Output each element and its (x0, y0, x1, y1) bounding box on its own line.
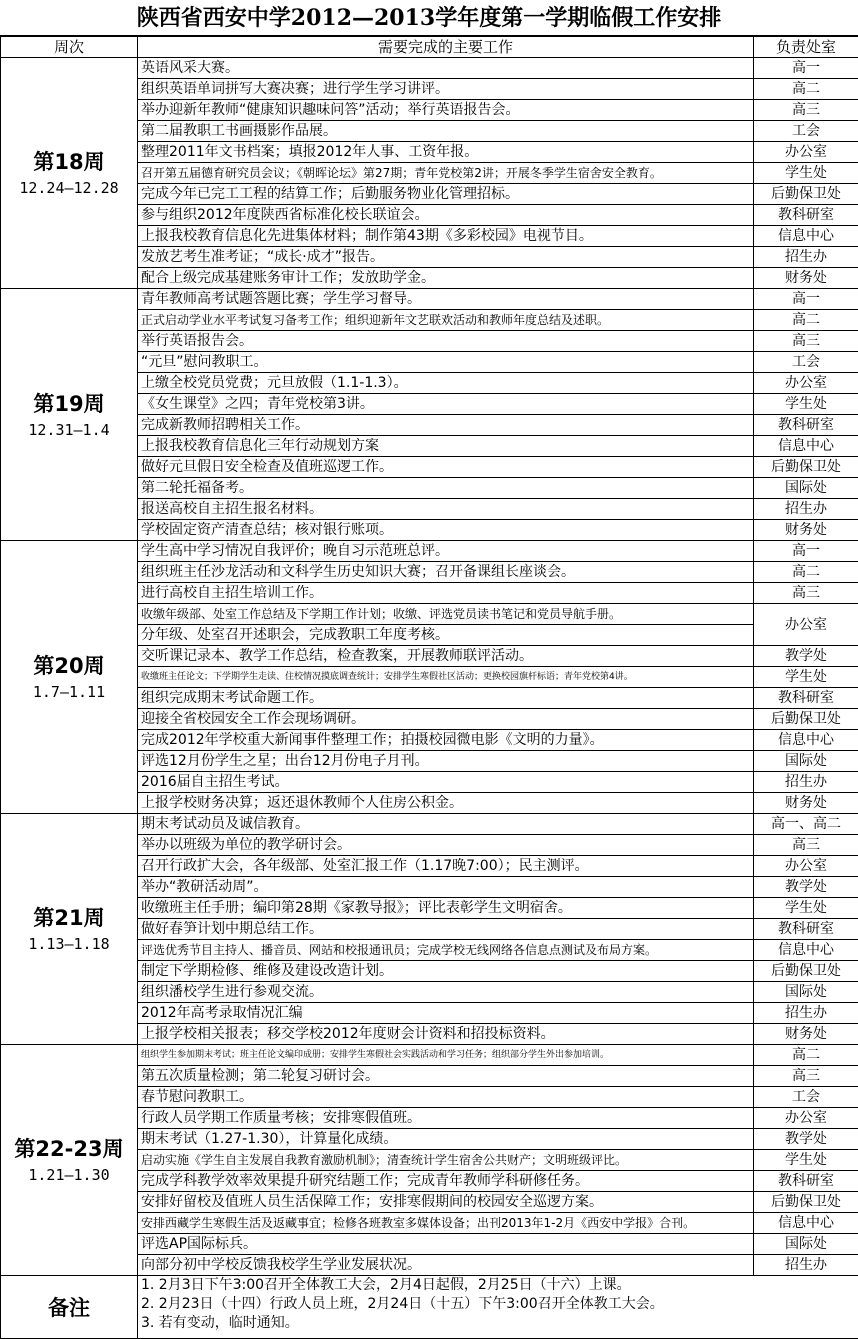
task-cell: 召开行政扩大会，各年级部、处室汇报工作（1.17晚7:00）；民主测评。 (138, 856, 754, 877)
dept-cell: 高一 (754, 58, 858, 79)
task-cell: 整理2011年文书档案；填报2012年人事、工资年报。 (138, 142, 754, 163)
week-dates: 1.21—1.30 (1, 1164, 137, 1186)
task-cell: 青年教师高考试题答题比赛；学生学习督导。 (138, 289, 754, 310)
week-name: 第20周 (1, 651, 137, 681)
task-cell: 正式启动学业水平考试复习备考工作；组织迎新年文艺联欢活动和教师年度总结及述职。 (138, 310, 754, 331)
note-line: 1. 2月3日下午3:00召开全体教工大会，2月4日起假，2月25日（十六）上课。 (138, 1276, 858, 1295)
dept-cell: 教科研室 (754, 415, 858, 436)
week-dates: 1.13—1.18 (1, 933, 137, 955)
notes-content (138, 1276, 858, 1339)
week-dates: 12.31—1.4 (1, 419, 137, 441)
task-cell: 学生高中学习情况自我评价；晚自习示范班总评。 (138, 541, 754, 562)
task-cell: 期末考试（1.27-1.30），计算量化成绩。 (138, 1129, 754, 1150)
dept-cell: 国际处 (754, 478, 858, 499)
task-cell: 配合上级完成基建账务审计工作；发放助学金。 (138, 268, 754, 289)
task-cell: 安排西藏学生寒假生活及返藏事宜；检修各班教室多媒体设备；出刊2013年1-2月《西安中学报》合刊。 (138, 1213, 754, 1234)
task-cell: 参与组织2012年度陕西省标准化校长联谊会。 (138, 205, 754, 226)
task-cell: 2016届自主招生考试。 (138, 772, 754, 793)
task-cell: 行政人员学期工作质量考核；安排寒假值班。 (138, 1108, 754, 1129)
task-cell: 报送高校自主招生报名材料。 (138, 499, 754, 520)
dept-cell: 教学处 (754, 646, 858, 667)
task-cell: 完成今年已完工工程的结算工作；后勤服务物业化管理招标。 (138, 184, 754, 205)
task-cell: 完成2012年学校重大新闻事件整理工作；拍摄校园微电影《文明的力量》。 (138, 730, 754, 751)
dept-cell: 国际处 (754, 751, 858, 772)
week-name: 第21周 (1, 903, 137, 933)
dept-cell: 后勤保卫处 (754, 1192, 858, 1213)
week-dates: 12.24—12.28 (1, 177, 137, 199)
task-cell: 收缴年级部、处室工作总结及下学期工作计划；收缴、评选党员读书笔记和党员导航手册。 (138, 604, 754, 625)
dept-cell: 教学处 (754, 877, 858, 898)
task-cell: 学校固定资产清查总结；核对银行账项。 (138, 520, 754, 541)
task-cell: 上报学校相关报表；移交学校2012年度财会计资料和招投标资料。 (138, 1024, 754, 1045)
dept-cell: 教学处 (754, 1129, 858, 1150)
dept-cell: 高二 (754, 310, 858, 331)
dept-cell: 办公室 (754, 373, 858, 394)
dept-cell: 后勤保卫处 (754, 457, 858, 478)
task-cell: 期末考试动员及诚信教育。 (138, 814, 754, 835)
week-dates: 1.7—1.11 (1, 681, 137, 703)
dept-cell: 后勤保卫处 (754, 961, 858, 982)
dept-cell: 信息中心 (754, 436, 858, 457)
task-cell: 举办“教研活动周”。 (138, 877, 754, 898)
task-cell: 春节慰问教职工。 (138, 1087, 754, 1108)
task-cell: 收缴班主任手册；编印第28期《家教导报》；评比表彰学生文明宿舍。 (138, 898, 754, 919)
dept-cell: 办公室 (754, 142, 858, 163)
task-cell: 上缴全校党员党费；元旦放假（1.1-1.3）。 (138, 373, 754, 394)
week-name: 第22-23周 (1, 1134, 137, 1164)
task-cell: 英语风采大赛。 (138, 58, 754, 79)
dept-cell: 办公室 (754, 604, 858, 646)
task-cell: 组织班主任沙龙活动和文科学生历史知识大赛；召开备课组长座谈会。 (138, 562, 754, 583)
week-cell (1, 541, 138, 814)
task-cell: 第五次质量检测；第二轮复习研讨会。 (138, 1066, 754, 1087)
task-cell: 组织学生参加期末考试；班主任论文编印成册；安排学生寒假社会实践活动和学习任务；组织部分学生外出参加培训。 (138, 1045, 754, 1066)
week-cell (1, 58, 138, 289)
dept-cell: 教科研室 (754, 688, 858, 709)
task-cell: 2012年高考录取情况汇编 (138, 1003, 754, 1024)
task-cell: 举行英语报告会。 (138, 331, 754, 352)
week-name: 第18周 (1, 147, 137, 177)
task-cell: 上报我校教育信息化先进集体材料；制作第43期《多彩校园》电视节目。 (138, 226, 754, 247)
task-cell: 制定下学期检修、维修及建设改造计划。 (138, 961, 754, 982)
week-cell (1, 1045, 138, 1276)
task-cell: 组织英语单词拼写大赛决赛；进行学生学习讲评。 (138, 79, 754, 100)
task-cell: 评选AP国际标兵。 (138, 1234, 754, 1255)
task-cell: 组织潘校学生进行参观交流。 (138, 982, 754, 1003)
dept-cell: 招生办 (754, 499, 858, 520)
dept-cell: 高三 (754, 331, 858, 352)
header-week: 周次 (1, 37, 138, 58)
task-cell: “元旦”慰问教职工。 (138, 352, 754, 373)
task-cell: 组织完成期末考试命题工作。 (138, 688, 754, 709)
task-cell: 举办迎新年教师“健康知识趣味问答”活动；举行英语报告会。 (138, 100, 754, 121)
dept-cell: 信息中心 (754, 730, 858, 751)
week-cell (1, 289, 138, 541)
dept-cell: 学生处 (754, 898, 858, 919)
dept-cell: 高三 (754, 100, 858, 121)
task-cell: 举办以班级为单位的教学研讨会。 (138, 835, 754, 856)
dept-cell: 高三 (754, 583, 858, 604)
task-cell: 迎接全省校园安全工作会现场调研。 (138, 709, 754, 730)
dept-cell: 工会 (754, 121, 858, 142)
dept-cell: 招生办 (754, 1255, 858, 1276)
task-cell: 发放艺考生准考证；“成长·成才”报告。 (138, 247, 754, 268)
dept-cell: 学生处 (754, 1150, 858, 1171)
notes-row (1, 1276, 858, 1339)
task-cell: 《女生课堂》之四；青年党校第3讲。 (138, 394, 754, 415)
task-cell: 评选12月份学生之星；出台12月份电子月刊。 (138, 751, 754, 772)
note-line: 3. 若有变动，临时通知。 (138, 1314, 858, 1333)
dept-cell: 财务处 (754, 268, 858, 289)
task-cell: 召开第五届德育研究员会议；《朝晖论坛》第27期；青年党校第2讲；开展冬季学生宿舍安全教育。 (138, 163, 754, 184)
dept-cell: 高三 (754, 1066, 858, 1087)
dept-cell: 招生办 (754, 247, 858, 268)
schedule-row (1, 289, 858, 310)
dept-cell: 国际处 (754, 982, 858, 1003)
week-cell (1, 814, 138, 1045)
dept-cell: 高二 (754, 79, 858, 100)
task-cell: 上报学校财务决算；返还退休教师个人住房公积金。 (138, 793, 754, 814)
notes-label: 备注 (1, 1276, 138, 1339)
dept-cell: 学生处 (754, 667, 858, 688)
task-cell: 第二届教职工书画摄影作品展。 (138, 121, 754, 142)
note-line: 2. 2月23日（十四）行政人员上班，2月24日（十五）下午3:00召开全体教工大会。 (138, 1295, 858, 1314)
dept-cell: 学生处 (754, 163, 858, 184)
dept-cell: 办公室 (754, 856, 858, 877)
task-cell: 完成新教师招聘相关工作。 (138, 415, 754, 436)
dept-cell: 国际处 (754, 1234, 858, 1255)
task-cell: 交听课记录本、教学工作总结，检查教案，开展教师联评活动。 (138, 646, 754, 667)
header-row (1, 37, 858, 58)
dept-cell: 财务处 (754, 793, 858, 814)
dept-cell: 办公室 (754, 1108, 858, 1129)
dept-cell: 后勤保卫处 (754, 709, 858, 730)
header-dept: 负责处室 (754, 37, 858, 58)
week-name: 第19周 (1, 389, 137, 419)
header-tasks: 需要完成的主要工作 (138, 37, 754, 58)
dept-cell: 教科研室 (754, 205, 858, 226)
schedule-row (1, 814, 858, 835)
task-cell: 完成学科教学效率效果提升研究结题工作；完成青年教师学科研修任务。 (138, 1171, 754, 1192)
dept-cell: 高一 (754, 289, 858, 310)
dept-cell: 财务处 (754, 1024, 858, 1045)
dept-cell: 信息中心 (754, 940, 858, 961)
schedule-row (1, 1045, 858, 1066)
dept-cell: 高一、高二 (754, 814, 858, 835)
dept-cell: 工会 (754, 352, 858, 373)
task-cell: 收缴班主任论文；下学期学生走读、住校情况摸底调查统计；安排学生寒假社区活动；更换校园旗杆标语；青年党校第4讲。 (138, 667, 754, 688)
dept-cell: 信息中心 (754, 1213, 858, 1234)
task-cell: 做好春笋计划中期总结工作。 (138, 919, 754, 940)
task-cell: 向部分初中学校反馈我校学生学业发展状况。 (138, 1255, 754, 1276)
schedule-table (0, 36, 858, 1339)
dept-cell: 信息中心 (754, 226, 858, 247)
dept-cell: 高一 (754, 541, 858, 562)
dept-cell: 招生办 (754, 1003, 858, 1024)
dept-cell: 工会 (754, 1087, 858, 1108)
dept-cell: 高二 (754, 562, 858, 583)
dept-cell: 学生处 (754, 394, 858, 415)
task-cell: 做好元旦假日安全检查及值班巡逻工作。 (138, 457, 754, 478)
dept-cell: 高三 (754, 835, 858, 856)
task-cell: 进行高校自主招生培训工作。 (138, 583, 754, 604)
dept-cell: 教科研室 (754, 919, 858, 940)
task-cell: 启动实施《学生自主发展自我教育激励机制》；清查统计学生宿舍公共财产；文明班级评比。 (138, 1150, 754, 1171)
dept-cell: 招生办 (754, 772, 858, 793)
sheet-title: 陕西省西安中学2012—2013学年度第一学期临假工作安排 (0, 0, 858, 36)
task-cell: 第二轮托福备考。 (138, 478, 754, 499)
schedule-row (1, 58, 858, 79)
task-cell: 上报我校教育信息化三年行动规划方案 (138, 436, 754, 457)
task-cell: 分年级、处室召开述职会，完成教职工年度考核。 (138, 625, 754, 646)
dept-cell: 教科研室 (754, 1171, 858, 1192)
task-cell: 评选优秀节目主持人、播音员、网站和校报通讯员；完成学校无线网络各信息点测试及布局方案。 (138, 940, 754, 961)
schedule-row (1, 541, 858, 562)
dept-cell: 后勤保卫处 (754, 184, 858, 205)
task-cell: 安排好留校及值班人员生活保障工作；安排寒假期间的校园安全巡逻方案。 (138, 1192, 754, 1213)
schedule-body (1, 58, 858, 1276)
dept-cell: 高二 (754, 1045, 858, 1066)
dept-cell: 财务处 (754, 520, 858, 541)
